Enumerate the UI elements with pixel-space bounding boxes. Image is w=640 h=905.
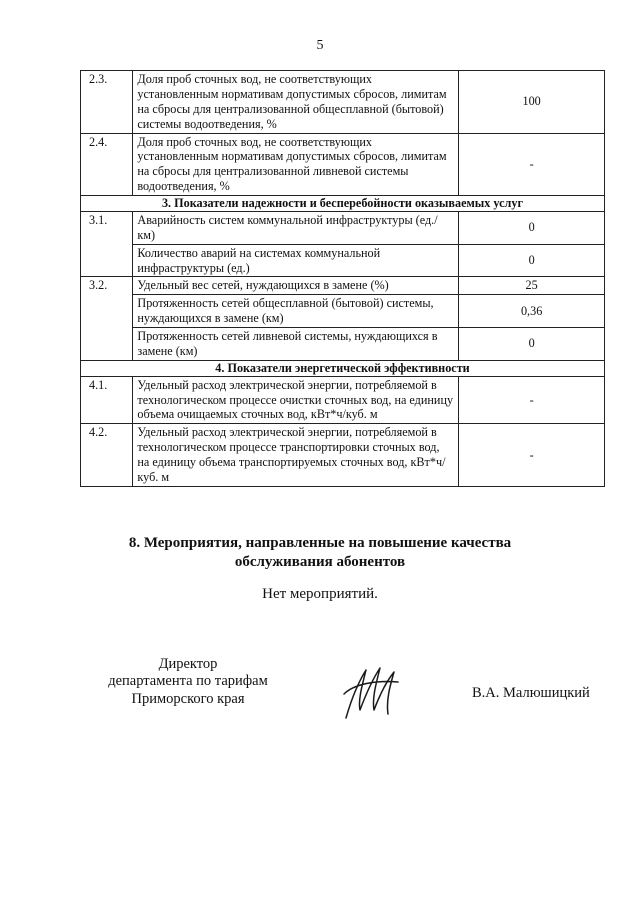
row-number: 4.1.: [81, 376, 133, 424]
table-row: [81, 424, 605, 487]
section-8-title-line: обслуживания абонентов: [234, 554, 406, 571]
row-number: 3.2.: [81, 277, 133, 360]
row-value: 0: [459, 328, 605, 361]
director-title-line: департамента по тарифам: [108, 673, 268, 690]
row-number: 2.3.: [81, 71, 133, 134]
row-number: 4.2.: [81, 424, 133, 487]
director-name: В.А. Малюшицкий: [472, 685, 590, 701]
director-title-line: Приморского края: [131, 690, 245, 707]
table-row: [81, 244, 605, 277]
page-number: 5: [316, 38, 324, 53]
table-section-row: [81, 196, 605, 212]
row-value: 100: [459, 71, 605, 134]
section-8-title: [0, 534, 640, 572]
row-name: Протяженность сетей ливневой системы, нуждающихся в замене (км): [133, 328, 459, 361]
row-value: -: [459, 133, 605, 196]
no-measures-text: Нет мероприятий.: [262, 586, 378, 602]
table-row: [81, 376, 605, 424]
director-title: [88, 656, 288, 708]
row-value: 25: [459, 277, 605, 295]
row-name: Аварийность систем коммунальной инфраструктуры (ед./км): [133, 211, 459, 244]
section-heading: 3. Показатели надежности и бесперебойности оказываемых услуг: [81, 196, 605, 212]
row-name: Доля проб сточных вод, не соответствующих установленным нормативам допустимых сбросов, лимитам на сбросы для централизованной ливневой системы водоотведения, %: [133, 133, 459, 196]
row-value: 0: [459, 211, 605, 244]
table-row: [81, 328, 605, 361]
row-value: -: [459, 376, 605, 424]
table-row: [81, 295, 605, 328]
row-name: Протяженность сетей общесплавной (бытовой) системы, нуждающихся в замене (км): [133, 295, 459, 328]
table-row: [81, 211, 605, 244]
table-section-row: [81, 360, 605, 376]
director-title-line: Директор: [158, 656, 218, 672]
table-row: [81, 71, 605, 134]
row-name: Удельный расход электрической энергии, потребляемой в технологическом процессе очистки сточных вод, на единицу объема очищаемых сточных вод, кВт*ч/куб. м: [133, 376, 459, 424]
handwritten-signature: [340, 664, 400, 722]
row-value: 0,36: [459, 295, 605, 328]
indicators-table: [80, 70, 605, 487]
row-value: 0: [459, 244, 605, 277]
row-name: Доля проб сточных вод, не соответствующих установленным нормативам допустимых сбросов, лимитам на сбросы для централизованной общесплавной (бытовой) системы водоотведения, %: [133, 71, 459, 134]
row-name: Удельный расход электрической энергии, потребляемой в технологическом процессе транспортировки сточных вод, на единицу объема транспортируемых сточных вод, кВт*ч/куб. м: [133, 424, 459, 487]
row-name: Количество аварий на системах коммунальной инфраструктуры (ед.): [133, 244, 459, 277]
row-number: 3.1.: [81, 211, 133, 277]
section-8-title-line: 8. Мероприятия, направленные на повышение качества: [128, 535, 512, 551]
table-row: [81, 277, 605, 295]
row-name: Удельный вес сетей, нуждающихся в замене (%): [133, 277, 459, 295]
row-value: -: [459, 424, 605, 487]
table-row: [81, 133, 605, 196]
row-number: 2.4.: [81, 133, 133, 196]
section-heading: 4. Показатели энергетической эффективности: [81, 360, 605, 376]
